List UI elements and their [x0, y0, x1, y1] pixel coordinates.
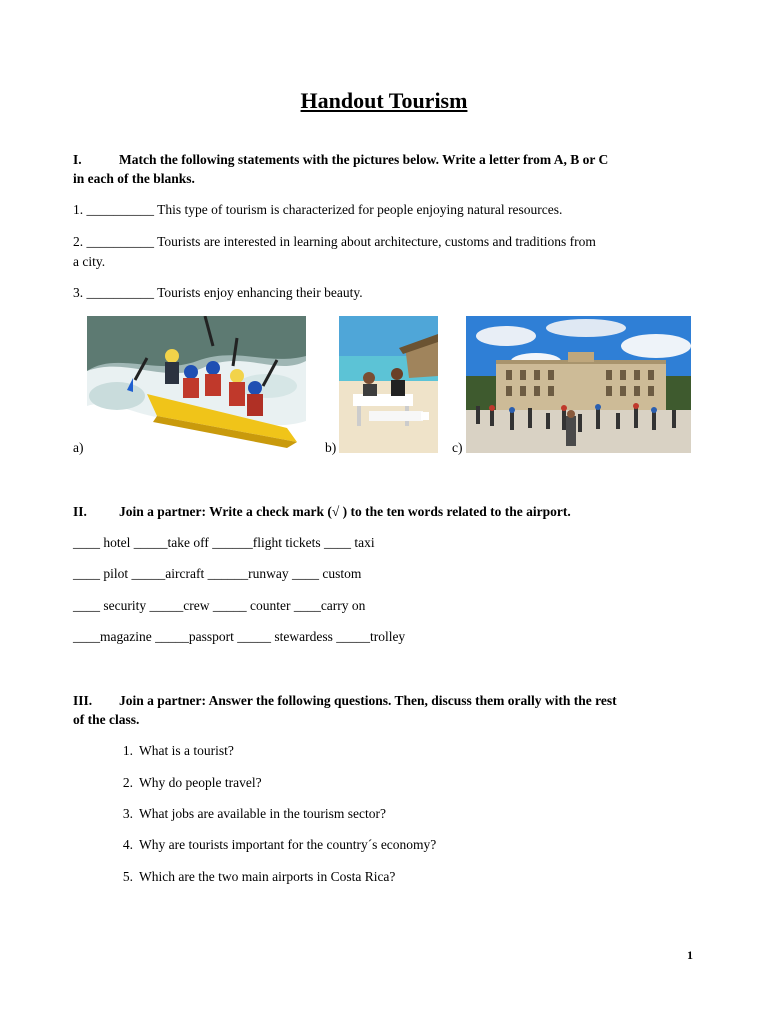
question-item — [113, 869, 395, 885]
question-item — [113, 837, 436, 853]
word-row: ____ pilot _____aircraft ______runway ____ custom — [73, 566, 362, 581]
beach-spa-massage-photo — [339, 316, 438, 453]
question-text: Why do people travel? — [139, 775, 262, 790]
page-title: Handout Tourism — [300, 88, 468, 113]
section-1-item-3: 3. __________ Tourists enjoy enhancing their beauty. — [73, 285, 363, 300]
picture-a-label: a) — [73, 440, 84, 455]
section-3-instruction — [73, 693, 617, 709]
section-1-instruction-line1: Match the following statements with the pictures below. Write a letter from A, B or C — [119, 152, 609, 167]
white-water-rafting-photo — [87, 316, 306, 453]
question-number: 1. — [122, 743, 133, 758]
question-item — [113, 775, 262, 791]
question-text: What is a tourist? — [139, 743, 234, 758]
question-number: 5. — [122, 869, 133, 884]
section-1-instruction — [73, 152, 608, 168]
page-number: 1 — [687, 948, 693, 962]
section-3-number: III. — [73, 693, 93, 708]
section-3-instruction-line1: Join a partner: Answer the following questions. Then, discuss them orally with the rest — [119, 693, 617, 708]
question-number: 3. — [122, 806, 133, 821]
section-1-item-2-cont: a city. — [73, 254, 106, 269]
question-text: Why are tourists important for the country´s economy? — [139, 837, 437, 852]
section-1-item-2: 2. __________ Tourists are interested in learning about architecture, customs and traditions from — [73, 234, 596, 249]
section-1-instruction-line2: in each of the blanks. — [73, 171, 195, 186]
section-2-instruction-text: Join a partner: Write a check mark (√ ) to the ten words related to the airport. — [119, 504, 571, 519]
question-number: 2. — [122, 775, 133, 790]
section-1-number: I. — [73, 152, 82, 167]
question-text: Which are the two main airports in Costa Rica? — [139, 869, 396, 884]
question-number: 4. — [122, 837, 133, 852]
palace-city-tourists-photo — [466, 316, 691, 453]
section-1-item-1: 1. __________ This type of tourism is characterized for people enjoying natural resources. — [73, 202, 563, 217]
word-row: ____ security _____crew _____ counter ____carry on — [73, 598, 366, 613]
word-row: ____ hotel _____take off ______flight tickets ____ taxi — [73, 535, 375, 550]
section-3-instruction-line2: of the class. — [73, 712, 140, 727]
picture-b-label: b) — [325, 440, 337, 455]
section-2-instruction — [73, 504, 571, 520]
picture-c-label: c) — [452, 440, 463, 455]
section-2-number: II. — [73, 504, 87, 519]
question-item — [113, 806, 386, 822]
question-item — [113, 743, 234, 759]
word-row: ____magazine _____passport _____ stewardess _____trolley — [73, 629, 406, 644]
question-text: What jobs are available in the tourism sector? — [139, 806, 387, 821]
